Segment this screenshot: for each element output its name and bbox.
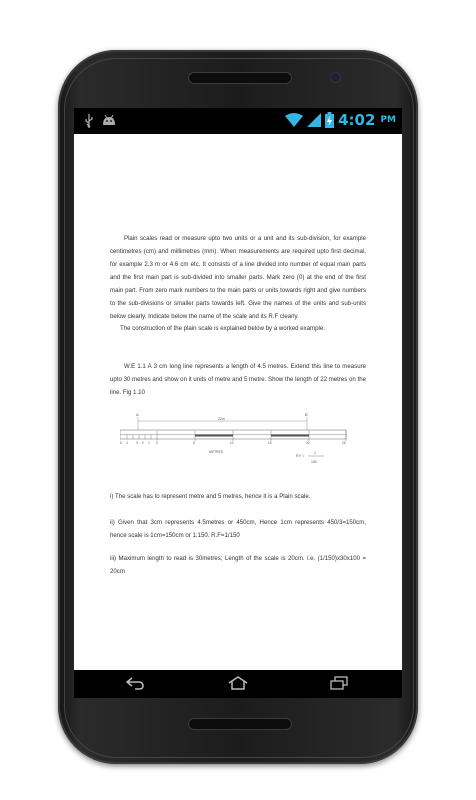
- tick-5: 5: [193, 441, 195, 445]
- rf-label: R.F =: [296, 454, 305, 458]
- signal-icon: [307, 113, 321, 127]
- tick-left-3: 3: [136, 441, 138, 445]
- plain-scale-diagram: [120, 412, 356, 472]
- rf-numerator: 1: [314, 451, 316, 455]
- paragraph-plain-scales: Plain scales read or measure upto two units or a unit and its sub-division, for example centimetres (cm) and millimetres (mm). When measurements are required upto first decimal, for example 2.3 m or 4.6 cm etc. It consists of a line divided into number of equal main parts and the first main part is sub-divided into smaller parts. Mark zero (0) at the end of the first main part. From zero mark numbers to the main parts or units towards right and give numbers to the sub-divisions or smaller parts towards left. Give the names of the units and sub-units below clearly. Indicate below the name of the scale and its R.F clearly.: [110, 235, 366, 320]
- earpiece-speaker: [188, 72, 292, 84]
- status-bar: [74, 108, 402, 134]
- android-debug-icon: [102, 114, 116, 126]
- paragraph-step-1: i) The scale has to represent metre and 5 metres, hence it is a Plain scale.: [110, 493, 311, 500]
- units-label: METRES: [209, 450, 224, 454]
- clock-ampm: PM: [380, 115, 396, 125]
- battery-charging-icon: [325, 112, 334, 128]
- wifi-icon: [285, 113, 303, 127]
- rf-denominator: 150: [311, 460, 317, 464]
- front-camera: [330, 72, 341, 83]
- phone-screen: [74, 108, 402, 698]
- usb-icon: [84, 114, 94, 128]
- tick-left-6: 6: [120, 441, 122, 445]
- home-button[interactable]: [228, 676, 248, 690]
- tick-20: 20: [306, 441, 310, 445]
- diagram-label-a: A: [136, 412, 139, 417]
- back-button[interactable]: [126, 676, 144, 690]
- tick-10: 10: [230, 441, 234, 445]
- paragraph-construction: The construction of the plain scale is explained below by a worked example.: [120, 325, 325, 332]
- paragraph-worked-example: W.E 1.1 A 3 cm long line represents a length of 4.5 metres. Extend this line to measure upto 30 metres and show on it units of metre and 5 metre. Show the length of 22 metres on the line. Fig 1.10: [110, 363, 366, 396]
- clock-time: 4:02: [338, 111, 376, 129]
- diagram-label-b: B: [305, 412, 308, 417]
- dimension-label: 22m: [218, 417, 225, 421]
- tick-15: 15: [268, 441, 272, 445]
- tick-left-1: 1: [148, 441, 150, 445]
- bottom-speaker: [188, 718, 292, 730]
- paragraph-step-2: ii) Given that 3cm represents 4.5metres or 450cm, Hence 1cm represents 450/3=150cm, hence scale is 1cm=150cm or 1:150. R.F=1/150: [110, 519, 366, 539]
- tick-left-2: 2: [142, 441, 144, 445]
- recent-apps-button[interactable]: [330, 676, 348, 690]
- tick-25: 25: [342, 441, 346, 445]
- paragraph-step-3: iii) Maximum length to read is 30metres; Length of the scale is 20cm. i.e. (1/150)x30x100 = 20cm: [110, 555, 366, 575]
- navigation-bar: [74, 670, 402, 698]
- document-view[interactable]: [74, 134, 402, 670]
- tick-left-4: 4: [126, 441, 128, 445]
- tick-left-0: 0: [156, 441, 158, 445]
